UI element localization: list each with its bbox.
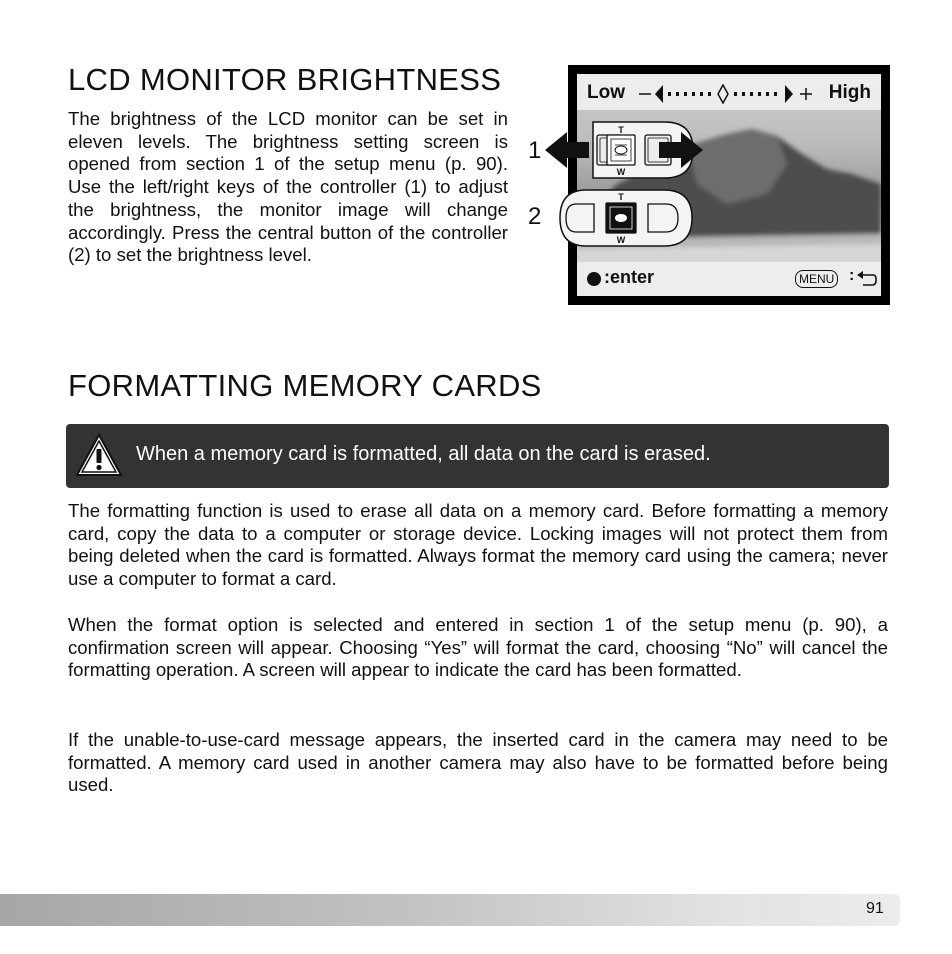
high-label: High	[828, 82, 871, 103]
step-number-2: 2	[528, 203, 542, 230]
section-title-formatting: FORMATTING MEMORY CARDS	[68, 368, 542, 403]
lcd-status-bar	[577, 262, 881, 296]
controller-central-button	[556, 188, 696, 250]
menu-colon: :	[849, 267, 855, 284]
section-title-lcd-brightness: LCD MONITOR BRIGHTNESS	[68, 62, 502, 97]
page-number: 91	[866, 900, 884, 917]
formatting-paragraph-2: When the format option is selected and entered in section 1 of the setup menu (p. 90), a confirmation screen will appear. Choosing “Yes” will format the card, choosing “No” will cancel the formatting operation. A screen will appear to indicate the card has been formatted.	[68, 614, 888, 681]
brightness-slider[interactable]	[635, 84, 817, 104]
warning-triangle-icon	[74, 432, 124, 478]
slider-thumb	[718, 85, 728, 103]
formatting-paragraph-1: The formatting function is used to erase all data on a memory card. Before formatting a memory card, copy the data to a computer or storage device. Locking images will not protect them from being deleted when the card is formatted. Always format the memory card using the camera; never use a computer to format a card.	[68, 500, 888, 590]
t-label-1: T	[618, 125, 624, 135]
return-arrow-icon	[857, 270, 877, 288]
lcd-brightness-description: The brightness of the LCD monitor can be set in eleven levels. The brightness setting screen is opened from section 1 of the setup menu (p. 90). Use the left/right keys of the controller (1) to adjust the brightness, the monitor image will change accordingly. Press the central button of the controller (2) to set the brightness level.	[68, 108, 508, 266]
w-label-1: W	[616, 167, 626, 177]
menu-button-badge: MENU	[795, 270, 838, 288]
lcd-monitor-illustration	[568, 65, 890, 305]
step-number-1: 1	[528, 137, 542, 164]
low-label: Low	[587, 82, 625, 103]
lcd-screen	[577, 74, 881, 296]
left-arrow-icon	[545, 132, 589, 168]
w-label-2: W	[616, 235, 626, 245]
controller-left-right-keys	[545, 118, 707, 182]
warning-text: When a memory card is formatted, all data on the card is erased.	[136, 443, 711, 465]
enter-button-icon	[587, 272, 601, 286]
warning-banner	[66, 424, 889, 488]
t-label-2: T	[618, 192, 624, 202]
enter-label: :enter	[604, 267, 655, 287]
brightness-scale-bar	[577, 74, 881, 110]
footer-bar	[0, 894, 900, 926]
formatting-paragraph-3: If the unable-to-use-card message appears, the inserted card in the camera may need to be formatted. A memory card used in another camera may also have to be formatted before being used.	[68, 729, 888, 796]
